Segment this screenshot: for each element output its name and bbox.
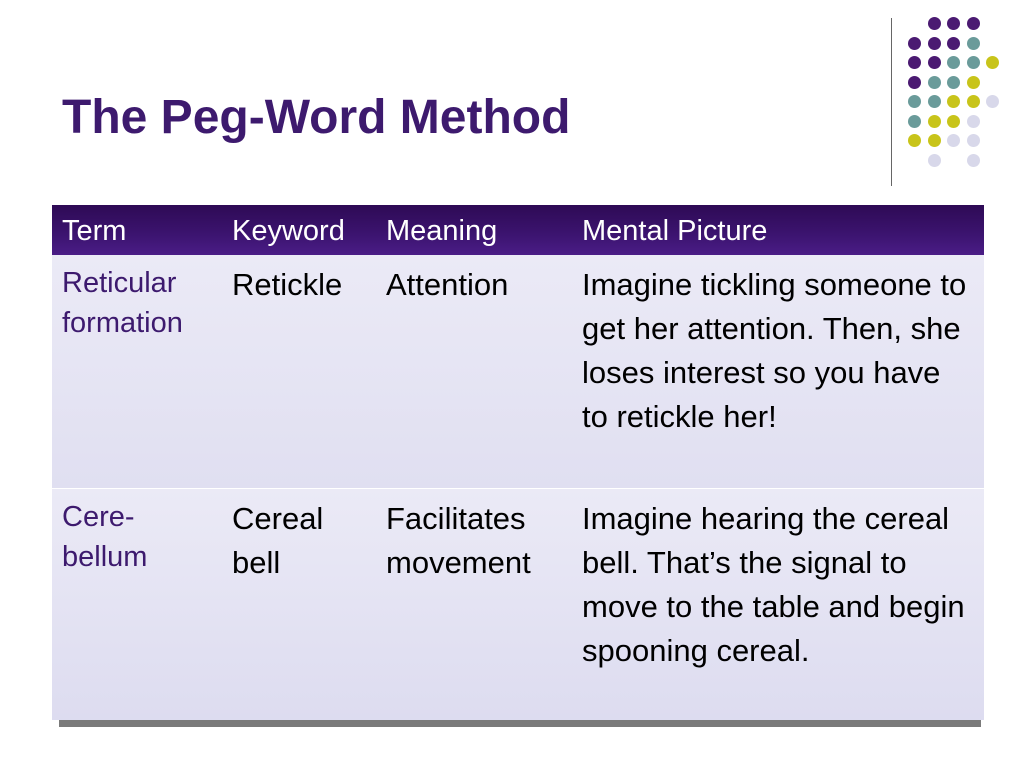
cell-term: Cere-bellum (62, 500, 148, 573)
decorative-dot (928, 17, 941, 30)
decorative-dot (908, 56, 921, 69)
decorative-dot (928, 115, 941, 128)
decorative-dot (908, 134, 921, 147)
cell-mental-picture: Imagine hearing the cereal bell. That’s the signal to move to the table and begin spooning cereal. (582, 500, 965, 668)
slide-title: The Peg-Word Method (62, 91, 571, 144)
decorative-dot (986, 56, 999, 69)
decorative-dot (986, 95, 999, 108)
decorative-dot (928, 76, 941, 89)
table-row (52, 255, 984, 488)
decorative-dot (928, 134, 941, 147)
decorative-dot (947, 17, 960, 30)
table-row (52, 488, 984, 720)
decorative-dot (967, 115, 980, 128)
decorative-dot (947, 37, 960, 50)
cell-keyword: Retickle (222, 255, 376, 488)
decorative-dot (947, 95, 960, 108)
decorative-dot (928, 56, 941, 69)
decorative-dot (967, 134, 980, 147)
cell-term: Reticular formation (52, 255, 222, 488)
header-keyword: Keyword (232, 214, 345, 247)
header-term: Term (62, 214, 127, 247)
cell-meaning: Facilitates movement (386, 500, 531, 580)
decorative-dot (967, 95, 980, 108)
cell-mental-picture: Imagine tickling someone to get her attention. Then, she loses interest so you have to retickle her! (572, 255, 984, 488)
decorative-dot (947, 115, 960, 128)
peg-word-table (52, 205, 974, 720)
header-meaning: Meaning (386, 214, 498, 247)
decorative-dot (947, 56, 960, 69)
divider-line (891, 18, 892, 186)
decorative-dot (967, 37, 980, 50)
decorative-dot (928, 154, 941, 167)
decorative-dot (908, 115, 921, 128)
cell-keyword: Cereal bell (232, 500, 324, 580)
decorative-dot (967, 154, 980, 167)
decorative-dot (908, 76, 921, 89)
decorative-dot (947, 76, 960, 89)
header-mental-picture: Mental Picture (582, 214, 768, 247)
decorative-dot (967, 56, 980, 69)
decorative-dot (908, 95, 921, 108)
cell-meaning: Attention (376, 255, 572, 488)
decorative-dot (967, 76, 980, 89)
decorative-dot (967, 17, 980, 30)
decorative-dot (928, 95, 941, 108)
decorative-dot (947, 134, 960, 147)
table-header-row (52, 205, 984, 255)
decorative-dot (908, 37, 921, 50)
decorative-dot (928, 37, 941, 50)
